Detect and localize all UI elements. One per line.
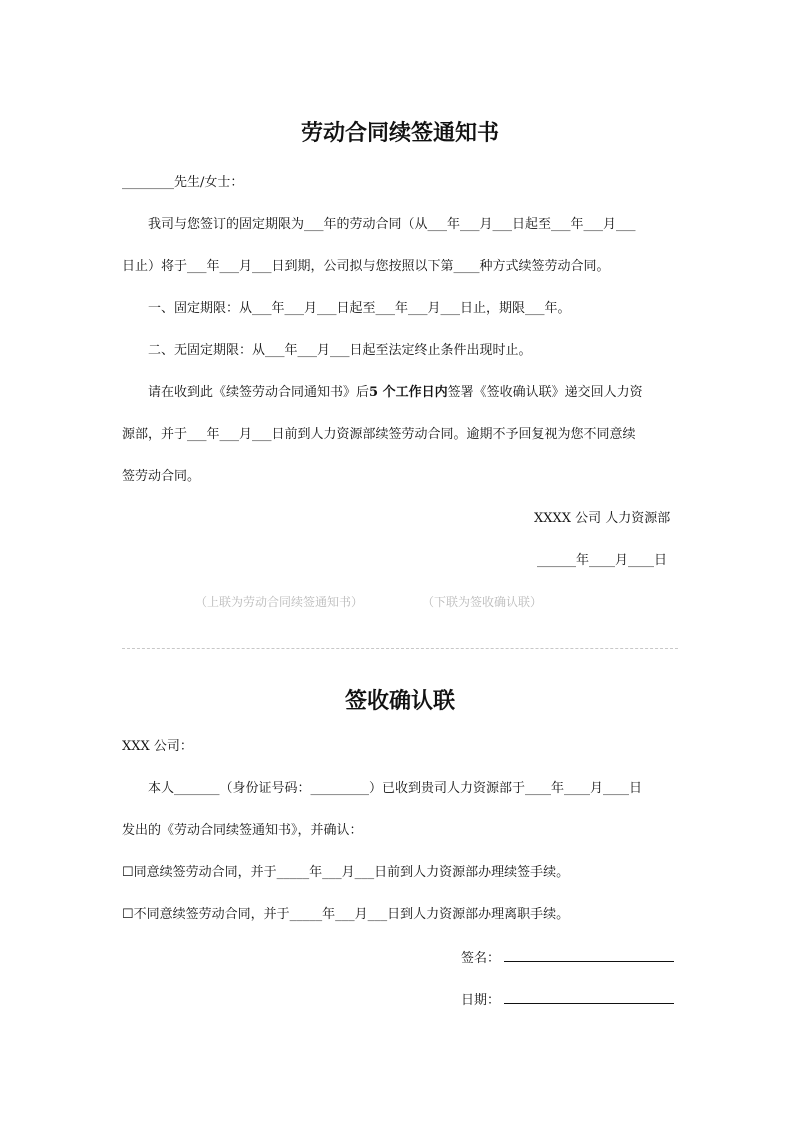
notice-title: 劳动合同续签通知书	[300, 120, 499, 146]
issuer: XXXX 公司 人力资源部	[534, 511, 671, 526]
receipt-title: 签收确认联	[344, 688, 455, 714]
receipt-line-1: 本人_______（身份证号码：_________）已收到贵司人力资源部于____年____月____日	[148, 781, 643, 796]
salutation: ________先生/女士：	[122, 175, 244, 190]
notice-paragraph-2-line-3: 签劳动合同。	[122, 469, 201, 484]
signature-label: 签名：	[461, 951, 501, 966]
notice-paragraph-1-line-2: 日止）将于___年___月___日到期，公司拟与您按照以下第____种方式续签劳动合同。	[122, 259, 610, 274]
issue-date: ______年____月____日	[537, 553, 668, 568]
notice-paragraph-2-line-2: 源部，并于___年___月___日前到人力资源部续签劳动合同。逾期不予回复视为您不同意续	[122, 427, 636, 442]
date-line	[504, 991, 674, 1004]
note-upper-section: （上联为劳动合同续签通知书）	[195, 595, 364, 609]
option-fixed-term: 一、固定期限：从___年___月___日起至___年___月___日止，期限___年。	[148, 301, 571, 316]
receipt-line-2: 发出的《劳动合同续签通知书》，并确认：	[122, 823, 363, 838]
notice-paragraph-2-line-1	[148, 385, 643, 401]
signature-field	[461, 949, 674, 967]
deadline-emphasis: 5 个工作日内	[369, 385, 448, 400]
notice-paragraph-1-line-1: 我司与您签订的固定期限为___年的劳动合同（从___年___月___日起至___年___月___	[148, 217, 636, 232]
note-lower-section: （下联为签收确认联）	[422, 595, 543, 609]
date-field	[461, 991, 674, 1009]
option-agree: ☐同意续签劳动合同，并于_____年___月___日前到人力资源部办理续签手续。	[122, 865, 570, 880]
signature-line	[504, 949, 674, 962]
option-open-ended: 二、无固定期限：从___年___月___日起至法定终止条件出现时止。	[148, 343, 532, 358]
cut-line-divider	[122, 648, 678, 649]
date-label: 日期：	[461, 993, 501, 1008]
paragraph-2-text-b: 签署《签收确认联》递交回人力资	[447, 385, 643, 400]
option-disagree: ☐不同意续签劳动合同，并于_____年___月___日到人力资源部办理离职手续。	[122, 907, 570, 922]
paragraph-2-text-a: 请在收到此《续签劳动合同通知书》后	[148, 385, 370, 400]
receipt-addressee: XXX 公司：	[122, 739, 193, 754]
